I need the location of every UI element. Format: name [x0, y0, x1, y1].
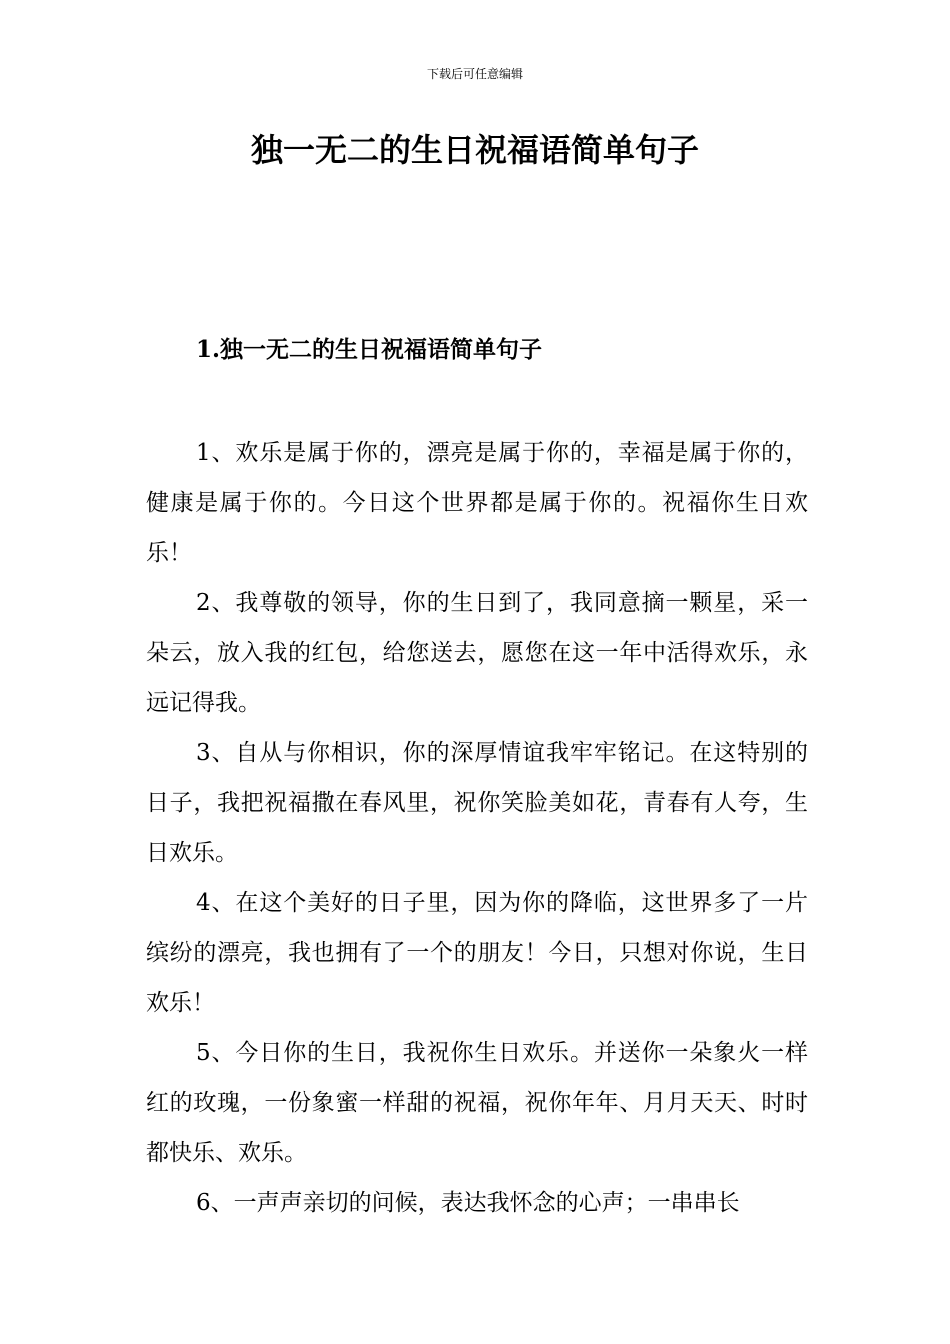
- paragraph-6: 6、一声声亲切的问候，表达我怀念的心声；一串串长: [196, 1190, 740, 1216]
- paragraph-5: 5、今日你的生日，我祝你生日欢乐。并送你一朵象火一样红的玫瑰，一份象蜜一样甜的祝福，祝你年年、月月天天、时时都快乐、欢乐。: [146, 1040, 808, 1166]
- body-text: [146, 428, 808, 1228]
- header-note: 下载后可任意编辑: [426, 67, 523, 81]
- paragraph-2: 2、我尊敬的领导，你的生日到了，我同意摘一颗星，采一朵云，放入我的红包，给您送去，愿您在这一年中活得欢乐，永远记得我。: [146, 590, 808, 716]
- paragraph-1: 1、欢乐是属于你的，漂亮是属于你的，幸福是属于你的，健康是属于你的。今日这个世界都是属于你的。祝福你生日欢乐！: [146, 440, 808, 566]
- section-heading: 1.独一无二的生日祝福语简单句子: [196, 336, 543, 363]
- paragraph-4: 4、在这个美好的日子里，因为你的降临，这世界多了一片缤纷的漂亮，我也拥有了一个的朋友！今日，只想对你说，生日欢乐！: [146, 890, 808, 1016]
- paragraph-3: 3、自从与你相识，你的深厚情谊我牢牢铭记。在这特别的日子，我把祝福撒在春风里，祝你笑脸美如花，青春有人夸，生日欢乐。: [146, 740, 808, 866]
- document-title: 独一无二的生日祝福语简单句子: [250, 131, 699, 169]
